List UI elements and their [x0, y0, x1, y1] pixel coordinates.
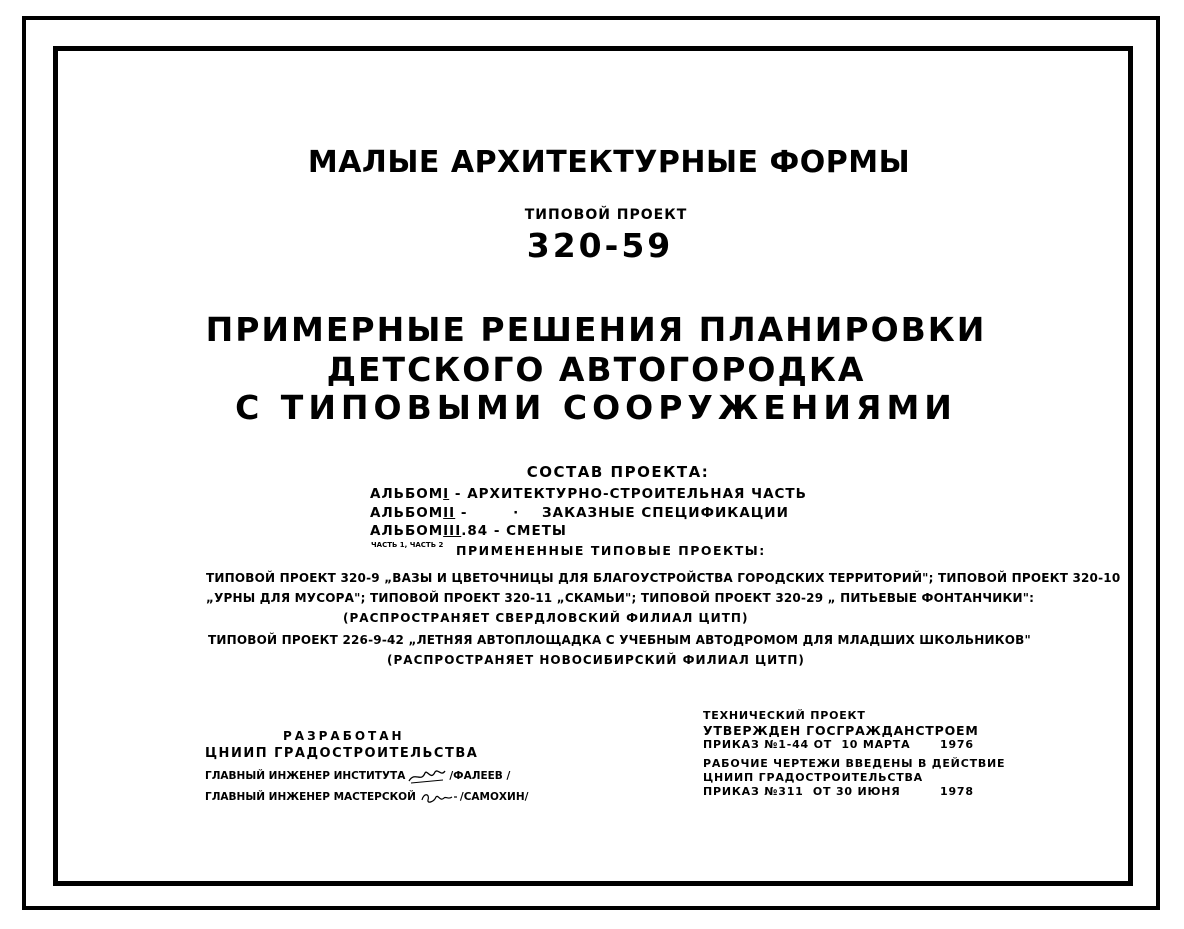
album-entry-3 [370, 523, 567, 539]
composition-heading: СОСТАВ ПРОЕКТА: [526, 463, 710, 481]
approval-line-2: УТВЕРЖДЕН ГОСГРАЖДАНСТРОЕМ [703, 723, 979, 738]
signature-icon [407, 767, 447, 785]
workshop-engineer-row [205, 788, 528, 806]
approval-year-2: 1978 [940, 785, 974, 798]
album-prefix: АЛЬБОМ [370, 486, 444, 502]
applied-projects-line-5: (РАСПРОСТРАНЯЕТ НОВОСИБИРСКИЙ ФИЛИАЛ ЦИТП) [387, 653, 805, 667]
approval-line-3 [703, 738, 974, 751]
approval-year-1: 1976 [940, 738, 974, 751]
developer-organization: ЦНИИП ГРАДОСТРОИТЕЛЬСТВА [205, 746, 479, 761]
main-title-line-1: ПРИМЕРНЫЕ РЕШЕНИЯ ПЛАНИРОВКИ [205, 310, 987, 349]
signature-icon [418, 788, 458, 806]
workshop-engineer-name: /САМОХИН/ [459, 791, 529, 803]
applied-projects-line-2: „УРНЫ ДЛЯ МУСОРА"; ТИПОВОЙ ПРОЕКТ 320-11 „СКАМЬИ"; ТИПОВОЙ ПРОЕКТ 320-29 „ ПИТЬЕВЫЕ ФОНТАНЧИКИ": [206, 591, 1035, 605]
album-entry-2 [370, 505, 789, 521]
main-title-line-3: С ТИПОВЫМИ СООРУЖЕНИЯМИ [235, 388, 957, 427]
album-number: II [443, 505, 456, 521]
developed-heading: РАЗРАБОТАН [283, 729, 405, 743]
album-number: I [443, 486, 450, 502]
applied-projects-line-1: ТИПОВОЙ ПРОЕКТ 320-9 „ВАЗЫ И ЦВЕТОЧНИЦЫ ДЛЯ БЛАГОУСТРОЙСТВА ГОРОДСКИХ ТЕРРИТОРИЙ"; ТИПОВОЙ ПРОЕКТ 320-10 [206, 571, 1121, 585]
approval-order-2: ПРИКАЗ №311 ОТ 30 ИЮНЯ [703, 785, 901, 798]
main-title-line-2: ДЕТСКОГО АВТОГОРОДКА [326, 350, 866, 389]
album-number: III [443, 523, 462, 539]
album-3-parts-note: ЧАСТЬ 1, ЧАСТЬ 2 [371, 541, 444, 549]
approval-line-6 [703, 785, 974, 798]
album-prefix: АЛЬБОМ [370, 523, 444, 539]
approval-line-5: ЦНИИП ГРАДОСТРОИТЕЛЬСТВА [703, 771, 923, 784]
project-number: 320-59 [526, 226, 674, 265]
album-prefix: АЛЬБОМ [370, 505, 444, 521]
applied-projects-line-4: ТИПОВОЙ ПРОЕКТ 226-9-42 „ЛЕТНЯЯ АВТОПЛОЩАДКА С УЧЕБНЫМ АВТОДРОМОМ ДЛЯ МЛАДШИХ ШКОЛЬНИКОВ" [208, 633, 1031, 647]
album-entry-1 [370, 486, 807, 502]
series-title: МАЛЫЕ АРХИТЕКТУРНЫЕ ФОРМЫ [307, 145, 911, 180]
album-description: - · ЗАКАЗНЫЕ СПЕЦИФИКАЦИИ [455, 505, 789, 521]
approval-line-4: РАБОЧИЕ ЧЕРТЕЖИ ВВЕДЕНЫ В ДЕЙСТВИЕ [703, 757, 1006, 770]
chief-engineer-row [205, 767, 510, 785]
chief-engineer-label: ГЛАВНЫЙ ИНЖЕНЕР ИНСТИТУТА [205, 770, 406, 782]
chief-engineer-name: /ФАЛЕЕВ / [449, 770, 511, 782]
approval-order-1: ПРИКАЗ №1-44 ОТ 10 МАРТА [703, 738, 911, 751]
album-description: - АРХИТЕКТУРНО-СТРОИТЕЛЬНАЯ ЧАСТЬ [449, 486, 807, 502]
applied-projects-line-3: (РАСПРОСТРАНЯЕТ СВЕРДЛОВСКИЙ ФИЛИАЛ ЦИТП) [343, 611, 749, 625]
approval-line-1: ТЕХНИЧЕСКИЙ ПРОЕКТ [703, 709, 866, 722]
album-description: .84 - СМЕТЫ [461, 523, 567, 539]
applied-projects-heading: ПРИМЕНЕННЫЕ ТИПОВЫЕ ПРОЕКТЫ: [456, 543, 766, 558]
project-label: ТИПОВОЙ ПРОЕКТ [524, 207, 688, 223]
workshop-engineer-label: ГЛАВНЫЙ ИНЖЕНЕР МАСТЕРСКОЙ [205, 791, 416, 803]
